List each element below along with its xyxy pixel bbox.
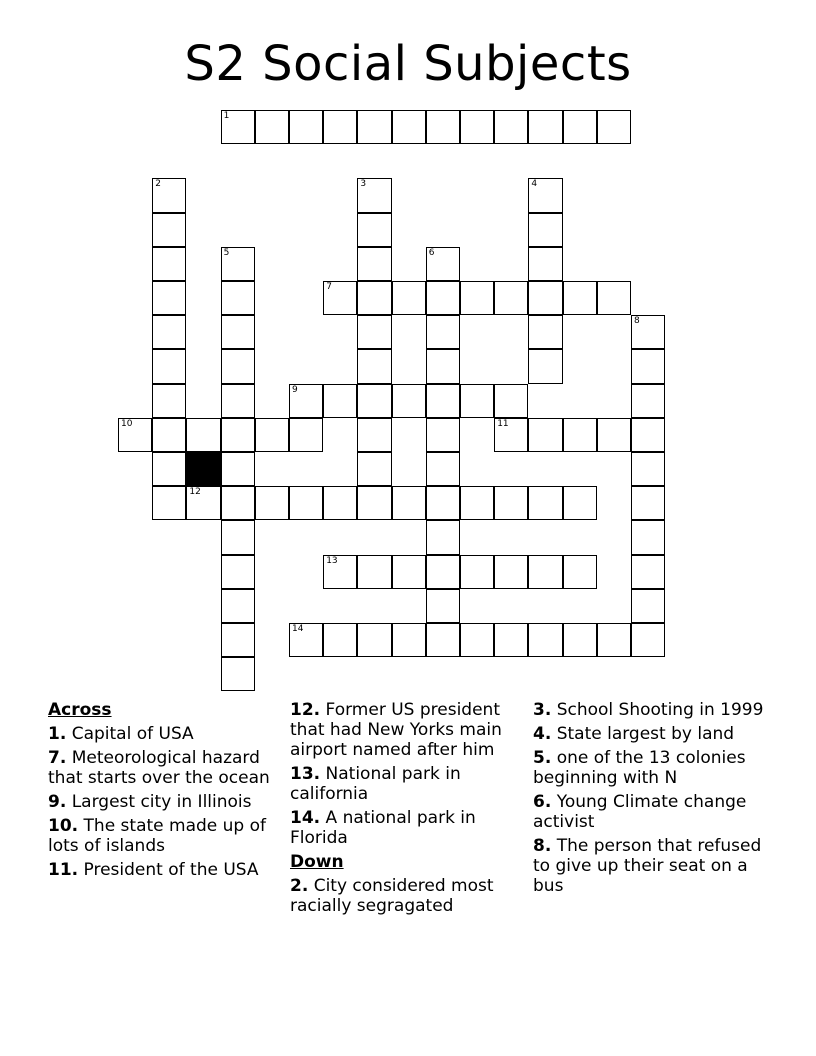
grid-cell[interactable] xyxy=(528,315,562,349)
grid-cell[interactable] xyxy=(221,623,255,657)
grid-cell[interactable] xyxy=(528,555,562,589)
grid-cell[interactable] xyxy=(152,315,186,349)
grid-cell[interactable] xyxy=(255,110,289,144)
grid-cell[interactable] xyxy=(631,384,665,418)
grid-cell[interactable] xyxy=(631,555,665,589)
grid-cell[interactable] xyxy=(221,247,255,281)
grid-cell[interactable] xyxy=(631,589,665,623)
cell-number: 6 xyxy=(428,247,435,258)
cell-number: 7 xyxy=(326,282,332,292)
grid-cell[interactable] xyxy=(357,418,391,452)
grid-cell[interactable] xyxy=(426,520,460,554)
grid-cell[interactable] xyxy=(631,486,665,520)
grid-cell[interactable] xyxy=(221,555,255,589)
grid-cell[interactable] xyxy=(323,623,357,657)
cell-number: 12 xyxy=(189,487,201,498)
clue-number: 9. xyxy=(48,792,67,812)
clue-item xyxy=(48,816,280,856)
grid-cell[interactable] xyxy=(392,486,426,520)
grid-cell[interactable] xyxy=(357,486,391,520)
grid-cell[interactable] xyxy=(528,418,562,452)
clues-column-2 xyxy=(290,700,525,920)
grid-cell[interactable] xyxy=(357,349,391,383)
grid-cell[interactable] xyxy=(528,623,562,657)
cell-number: 9 xyxy=(292,384,298,395)
clue-number: 12. xyxy=(290,700,321,720)
grid-cell[interactable] xyxy=(357,178,391,212)
grid-cell[interactable] xyxy=(426,384,460,418)
grid-cell[interactable] xyxy=(221,418,255,452)
grid-cell[interactable] xyxy=(528,178,562,212)
grid-cell[interactable] xyxy=(392,110,426,144)
grid-cell[interactable] xyxy=(152,247,186,281)
grid-cell[interactable] xyxy=(357,452,391,486)
grid-cell[interactable] xyxy=(426,589,460,623)
clue-text: State largest by land xyxy=(556,724,735,744)
grid-cell[interactable] xyxy=(255,486,289,520)
grid-cell[interactable] xyxy=(460,110,494,144)
clue-item xyxy=(48,792,280,812)
clue-number: 6. xyxy=(533,792,552,812)
grid-cell[interactable] xyxy=(392,555,426,589)
grid-cell[interactable] xyxy=(152,213,186,247)
grid-cell[interactable] xyxy=(460,281,494,315)
grid-cell[interactable] xyxy=(528,247,562,281)
clue-item xyxy=(290,808,525,848)
grid-cell[interactable] xyxy=(631,315,665,349)
clue-number: 10. xyxy=(48,816,79,836)
cell-number: 3 xyxy=(360,179,367,190)
grid-cell[interactable] xyxy=(494,555,528,589)
grid-cell[interactable] xyxy=(152,349,186,383)
clue-text: National park in california xyxy=(290,764,461,804)
grid-cell[interactable] xyxy=(494,281,528,315)
grid-cell[interactable] xyxy=(426,281,460,315)
grid-cell[interactable] xyxy=(221,110,255,144)
clue-number: 14. xyxy=(290,808,321,828)
clue-item xyxy=(290,764,525,804)
cell-number: 4 xyxy=(531,179,538,190)
cell-number: 8 xyxy=(634,316,640,327)
grid-cell[interactable] xyxy=(426,418,460,452)
clue-text: City considered most racially segragated xyxy=(290,876,494,916)
grid-cell[interactable] xyxy=(426,110,460,144)
grid-cell[interactable] xyxy=(631,452,665,486)
grid-cell[interactable] xyxy=(597,281,631,315)
down-heading: Down xyxy=(290,852,344,872)
grid-cell[interactable] xyxy=(152,452,186,486)
grid-cell[interactable] xyxy=(186,418,220,452)
clue-number: 4. xyxy=(533,724,552,744)
cell-number: 5 xyxy=(223,247,230,258)
grid-cell[interactable] xyxy=(221,452,255,486)
grid-cell[interactable] xyxy=(460,555,494,589)
grid-cell[interactable] xyxy=(631,349,665,383)
grid-cell[interactable] xyxy=(460,384,494,418)
clue-text: The person that refused to give up their seat on a bus xyxy=(533,836,762,896)
grid-cell[interactable] xyxy=(426,247,460,281)
clues-column-3 xyxy=(533,700,778,900)
clue-text: one of the 13 colonies beginning with N xyxy=(533,748,746,788)
grid-cell[interactable] xyxy=(289,418,323,452)
grid-cell[interactable] xyxy=(494,623,528,657)
grid-cell[interactable] xyxy=(186,486,220,520)
cell-number: 14 xyxy=(292,624,304,634)
clue-number: 11. xyxy=(48,860,79,880)
clue-text: Capital of USA xyxy=(71,724,194,744)
grid-cell[interactable] xyxy=(221,520,255,554)
grid-cell[interactable] xyxy=(118,418,152,452)
clue-item xyxy=(533,836,778,896)
grid-cell[interactable] xyxy=(289,110,323,144)
grid-cell[interactable] xyxy=(528,349,562,383)
grid-cell[interactable] xyxy=(563,486,597,520)
grid-cell[interactable] xyxy=(357,384,391,418)
grid-cell[interactable] xyxy=(426,452,460,486)
grid-cell[interactable] xyxy=(597,623,631,657)
grid-cell[interactable] xyxy=(426,623,460,657)
grid-cell[interactable] xyxy=(528,281,562,315)
grid-cell[interactable] xyxy=(460,486,494,520)
clue-text: Largest city in Illinois xyxy=(71,792,252,812)
grid-cell[interactable] xyxy=(323,281,357,315)
clue-item xyxy=(290,876,525,916)
grid-cell[interactable] xyxy=(563,623,597,657)
across-heading: Across xyxy=(48,700,112,720)
clue-number: 1. xyxy=(48,724,67,744)
cell-number: 10 xyxy=(121,418,133,429)
grid-cell[interactable] xyxy=(392,623,426,657)
clue-item xyxy=(533,748,778,788)
grid-cell[interactable] xyxy=(426,486,460,520)
grid-cell[interactable] xyxy=(563,110,597,144)
clue-item xyxy=(48,724,280,744)
clue-number: 13. xyxy=(290,764,321,784)
clue-text: President of the USA xyxy=(83,860,259,880)
grid-cell[interactable] xyxy=(494,418,528,452)
cell-number: 2 xyxy=(155,179,161,190)
grid-cell[interactable] xyxy=(631,623,665,657)
black-cell xyxy=(186,452,220,486)
grid-cell[interactable] xyxy=(221,315,255,349)
puzzle-title: S2 Social Subjects xyxy=(184,36,632,92)
grid-cell[interactable] xyxy=(494,110,528,144)
grid-cell[interactable] xyxy=(357,247,391,281)
grid-cell[interactable] xyxy=(426,349,460,383)
clue-text: Former US president that had New Yorks main airport named after him xyxy=(290,700,502,760)
grid-cell[interactable] xyxy=(357,281,391,315)
grid-cell[interactable] xyxy=(357,555,391,589)
clue-item xyxy=(290,700,525,760)
grid-cell[interactable] xyxy=(152,486,186,520)
grid-cell[interactable] xyxy=(152,384,186,418)
grid-cell[interactable] xyxy=(323,110,357,144)
grid-cell[interactable] xyxy=(255,418,289,452)
grid-cell[interactable] xyxy=(392,281,426,315)
grid-cell[interactable] xyxy=(221,486,255,520)
grid-cell[interactable] xyxy=(357,110,391,144)
grid-cell[interactable] xyxy=(597,110,631,144)
grid-cell[interactable] xyxy=(221,281,255,315)
grid-cell[interactable] xyxy=(152,178,186,212)
clue-text: Young Climate change activist xyxy=(533,792,747,832)
grid-cell[interactable] xyxy=(392,384,426,418)
grid-cell[interactable] xyxy=(528,110,562,144)
grid-cell[interactable] xyxy=(357,623,391,657)
clue-text: Meteorological hazard that starts over the ocean xyxy=(48,748,270,788)
grid-cell[interactable] xyxy=(631,520,665,554)
clue-number: 7. xyxy=(48,748,67,768)
grid-cell[interactable] xyxy=(289,384,323,418)
grid-cell[interactable] xyxy=(221,589,255,623)
clue-text: School Shooting in 1999 xyxy=(556,700,764,720)
clue-number: 8. xyxy=(533,836,552,856)
grid-cell[interactable] xyxy=(528,486,562,520)
grid-cell[interactable] xyxy=(323,555,357,589)
cell-number: 1 xyxy=(223,111,230,121)
grid-cell[interactable] xyxy=(357,315,391,349)
grid-cell[interactable] xyxy=(426,555,460,589)
grid-cell[interactable] xyxy=(563,555,597,589)
clue-item xyxy=(48,860,280,880)
grid-cell[interactable] xyxy=(152,418,186,452)
clue-text: The state made up of lots of islands xyxy=(48,816,267,856)
grid-cell[interactable] xyxy=(597,418,631,452)
clue-number: 2. xyxy=(290,876,309,896)
grid-cell[interactable] xyxy=(221,384,255,418)
clue-item xyxy=(48,748,280,788)
grid-cell[interactable] xyxy=(494,384,528,418)
clue-number: 5. xyxy=(533,748,552,768)
grid-cell[interactable] xyxy=(631,418,665,452)
grid-cell[interactable] xyxy=(460,623,494,657)
grid-cell[interactable] xyxy=(357,213,391,247)
clue-number: 3. xyxy=(533,700,552,720)
grid-cell[interactable] xyxy=(323,384,357,418)
grid-cell[interactable] xyxy=(494,486,528,520)
grid-cell[interactable] xyxy=(563,281,597,315)
clues-column-1 xyxy=(48,700,280,884)
clue-text: A national park in Florida xyxy=(290,808,476,848)
clue-item xyxy=(533,700,778,720)
grid-cell[interactable] xyxy=(152,281,186,315)
grid-cell[interactable] xyxy=(323,486,357,520)
clue-item xyxy=(533,724,778,744)
grid-cell[interactable] xyxy=(528,213,562,247)
grid-cell[interactable] xyxy=(221,349,255,383)
grid-cell[interactable] xyxy=(289,623,323,657)
grid-cell[interactable] xyxy=(426,315,460,349)
cell-number: 11 xyxy=(497,418,509,429)
grid-cell[interactable] xyxy=(563,418,597,452)
clue-item xyxy=(533,792,778,832)
grid-cell[interactable] xyxy=(289,486,323,520)
grid-cell[interactable] xyxy=(221,657,255,691)
cell-number: 13 xyxy=(326,555,338,566)
